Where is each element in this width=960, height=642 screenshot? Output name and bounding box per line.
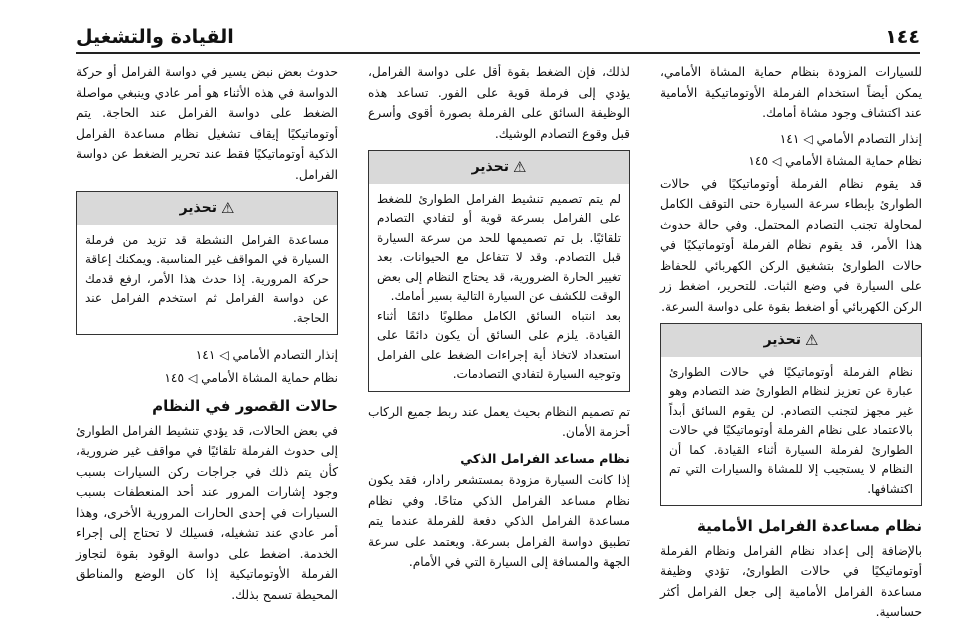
warning-paragraph: بعد انتباه السائق الكامل مطلوبًا دائمًا أثناء القيادة. يلزم على السائق أن يكون دائمًا على استعداد لاتخاذ أية إجراءات الضغط على الفرامل وتوجيه السيارة لتفادي التصادمات. [377, 308, 621, 381]
warning-icon: ⚠ [804, 331, 819, 349]
warning-header [369, 151, 629, 184]
reference-page: ١٤٥ [164, 370, 184, 385]
warning-box [76, 191, 338, 335]
page-number: ١٤٤ [885, 26, 920, 48]
warning-header [77, 192, 337, 225]
paragraph: إذا كانت السيارة مزودة بمستشعر رادار، فقد يكون نظام مساعد الفرامل الذكي متاحًا. وفي نظام مساعدة الفرامل الذكي دفعة للفرملة عندما يتم تطبيق دواسة الفرامل بسرعة. ويعتمد على سرعة الجهة والمسافة إلى السيارة التي في الأمام. [368, 473, 630, 569]
reference-label: إنذار التصادم الأمامي [232, 348, 338, 362]
warning-header [661, 324, 921, 357]
paragraph: للسيارات المزودة بنظام حماية المشاة الأمامي، يمكن أيضاً استخدام الفرملة الأوتوماتيكية الأمامية عند اكتشاف وجود مشاة أمامك. [660, 65, 922, 120]
cross-reference [76, 368, 338, 389]
arrow-icon: ◁ [771, 154, 782, 168]
column-left [76, 62, 338, 610]
reference-page: ١٤١ [195, 348, 216, 362]
warning-title: تحذير [763, 332, 801, 348]
cross-reference [76, 345, 338, 366]
warning-text: مساعدة الفرامل النشطة قد تزيد من فرملة السيارة في المواقف غير المناسبة. ويمكنك إعاقة حركة المرورية. إذا حدث هذا الأمر، ارفع قدمك عن دواسة الفرامل ثم استخدم الفرامل عند الحاجة. [85, 232, 329, 325]
paragraph: في بعض الحالات، قد يؤدي تنشيط الفرامل الطوارئ إلى حدوث الفرملة تلقائيًا في مواقف غير ضرورية، كأن يتم ذلك في جراجات ركن السيارات بسبب وجود إشارات المرور عند أحد المنعطفات بسبب السيارات في إحدى الحارات المرورية الأخرى، وهذا أمر عادي عند تشغيله، فسيلك لا تحتاج إلى إجراء الخدمة. اضغط على دواسة الوقود بقوة لتجاوز الفرملة الأوتوماتيكية إذا كان الوضع والمناطق المحيطة تسمح بذلك. [76, 423, 338, 602]
reference-page: ١٤٥ [748, 154, 768, 168]
chapter-title: القيادة والتشغيل [76, 26, 234, 48]
column-right [660, 62, 922, 628]
warning-title: تحذير [471, 159, 509, 175]
page-header [76, 18, 920, 54]
reference-label: إنذار التصادم الأمامي [816, 131, 922, 146]
arrow-icon: ◁ [803, 131, 813, 146]
warning-icon: ⚠ [512, 158, 527, 176]
paragraph: لذلك، فإن الضغط بقوة أقل على دواسة الفرامل، يؤدي إلى فرملة قوية على الفور. تساعد هذه الوظيفة السائق على الفرملة بصورة أقوى وأسرع قبل وقوع التصادم الوشيك. [368, 65, 630, 141]
warning-box [368, 150, 630, 392]
warning-text [369, 184, 629, 391]
arrow-icon: ◁ [219, 348, 229, 362]
reference-label: نظام حماية المشاة الأمامي [201, 370, 338, 385]
section-heading: حالات القصور في النظام [152, 397, 338, 415]
warning-text: نظام الفرملة أوتوماتيكيًا في حالات الطوارئ عبارة عن تعزيز لنظام الطوارئ ضد التصادم وهو غير مجهز لتجنب التصادم. لن يقوم السائق أبداً بالاعتماد على نظام الفرملة أوتوماتيكيًا في حالات الطوارئ لفرملة السيارة أثناء القيادة. كما أن النظام لا يستجيب إلا للمشاة والسيارات التي تم اكتشافها. [669, 364, 913, 496]
cross-reference [660, 151, 922, 172]
reference-label: نظام حماية المشاة الأمامي [785, 154, 922, 168]
paragraph: قد يقوم نظام الفرملة أوتوماتيكيًا في حالات الطوارئ بإبطاء سرعة السيارة حتى التوقف الكامل لمحاولة تجنب التصادم المحتمل. وفي حالة حدوث هذا الأمر، قد يقوم نظام الفرملة أوتوماتيكيًا في حالات الطوارئ بتشغيق الركن الكهربائي للحفاظ على السيارة في وضع الثبات. للتحرير، اضغط زر الركن الكهربائي أو اضغط بقوة على دواسة السرعة. [660, 176, 922, 314]
column-middle [368, 62, 630, 578]
cross-reference [660, 129, 922, 150]
warning-icon: ⚠ [220, 199, 235, 217]
warning-box [660, 323, 922, 506]
paragraph: تم تصميم النظام بحيث يعمل عند ربط جميع الركاب أحزمة الأمان. [368, 404, 630, 439]
warning-title: تحذير [179, 200, 217, 216]
arrow-icon: ◁ [187, 370, 198, 385]
paragraph: حدوث بعض نبض يسير في دواسة الفرامل أو حركة الدواسة في هذه الأثناء هو أمر عادي وينبغي مواصلة الضغط على دواسة الفرامل عند الحاجة. يتم أوتوماتيكيًا إيقاف تشغيل نظام مساعدة الفرامل الذكية أوتوماتيكيًا فقط عند تحرير الضغط عن دواسة الفرامل. [76, 65, 338, 182]
reference-page: ١٤١ [779, 131, 800, 146]
subsection-heading: نظام مساعد الفرامل الذكي [460, 450, 630, 466]
paragraph: بالإضافة إلى إعداد نظام الفرامل ونظام الفرملة أوتوماتيكيًا في حالات الطوارئ، تؤدي وظيفة مساعدة الفرامل الأمامية إلى جعل الفرامل أكثر حساسية. [660, 543, 922, 619]
warning-paragraph: لم يتم تصميم تنشيط الفرامل الطوارئ للضغط على الفرامل بسرعة قوية أو لتفادي التصادم تلقائيًا. بل تم تصميمها للحد من سرعة السيارة قبل التصادم. وقد لا تتفاعل مع الحيوانات. بعد تغيير الحارة الضرورية، قد يحتاج النظام إلى بعض الوقت للكشف عن السيارة التالية بسير أمامك. [377, 191, 621, 303]
section-heading: نظام مساعدة الفرامل الأمامية [697, 517, 922, 535]
